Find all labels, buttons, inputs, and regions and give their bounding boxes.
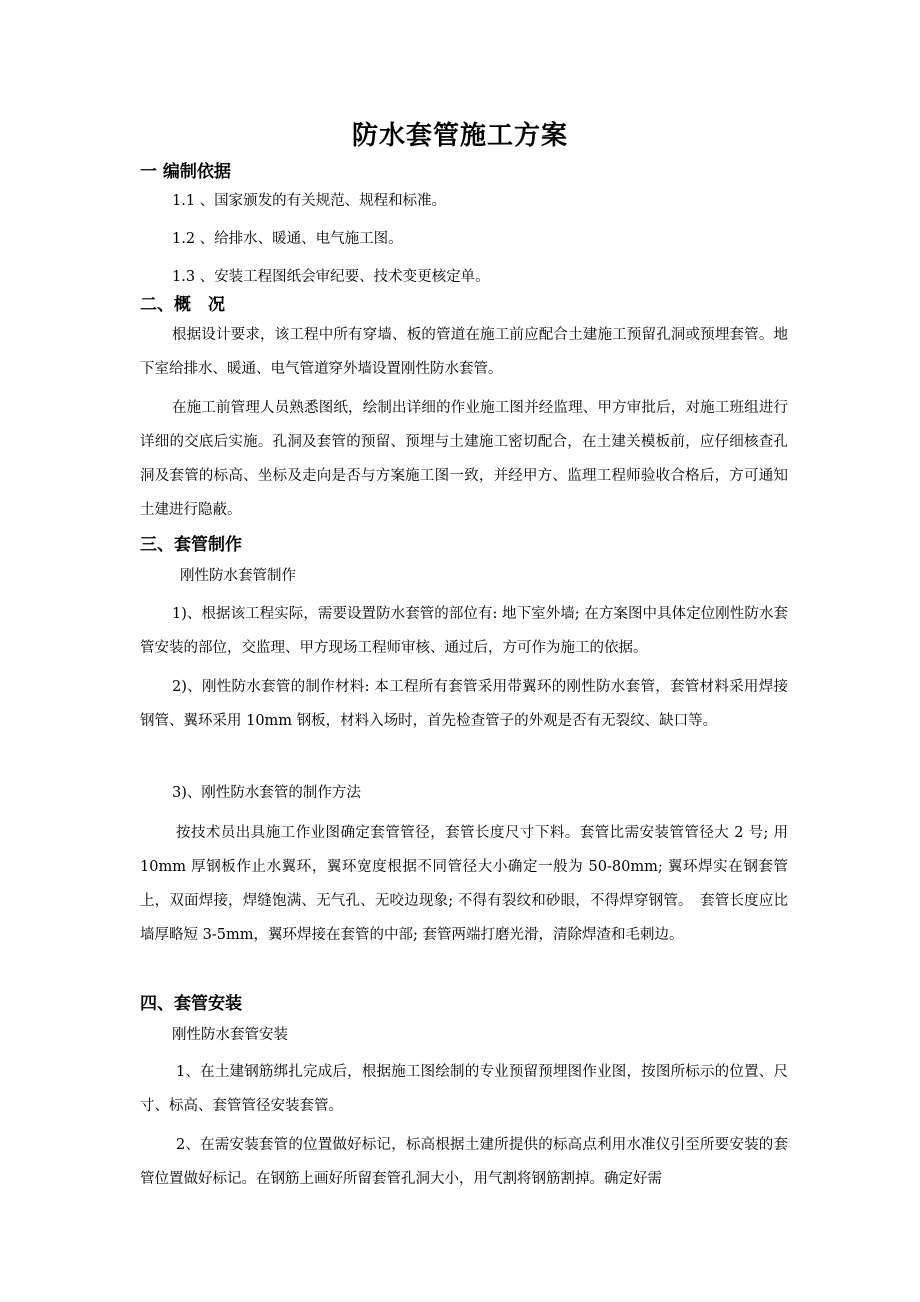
section-3-paragraph: 2)、刚性防水套管的制作材料: 本工程所有套管采用带翼环的刚性防水套管，套管材料采用焊接钢管、翼环采用 10mm 钢板，材料入场时，首先检查管子的外观是否有无裂纹、缺口等。 [140,679,788,729]
section-3-subheading: 刚性防水套管制作 [180,568,296,584]
section-1-heading: 一 编制依据 [140,162,231,182]
section-4-paragraph: 2、在需安装套管的位置做好标记，标高根据土建所提供的标高点利用水准仪引至所要安装的套管位置做好标记。在钢筋上画好所留套管孔洞大小，用气割将钢筋割掉。确定好需 [140,1137,788,1187]
section-1-item-3: 1.3 、安装工程图纸会审纪要、技术变更核定单。 [172,269,490,285]
section-3-paragraph: 1)、根据该工程实际，需要设置防水套管的部位有: 地下室外墙; 在方案图中具体定位刚性防水套管安装的部位，交监理、甲方现场工程师审核、通过后，方可作为施工的依据。 [140,606,788,656]
section-2-heading: 二、概 况 [140,295,225,315]
section-1-item-1: 1.1 、国家颁发的有关规范、规程和标准。 [172,193,447,209]
section-4-heading: 四、套管安装 [140,994,242,1014]
section-2-paragraph: 在施工前管理人员熟悉图纸，绘制出详细的作业施工图并经监理、甲方审批后，对施工班组进行详细的交底后实施。孔洞及套管的预留、预埋与土建施工密切配合，在土建关模板前，应仔细核查孔洞及套管的标高、坐标及走向是否与方案施工图一致，并经甲方、监理工程师验收合格后，方可通知土建进行隐蔽。 [140,400,788,518]
document-title: 防水套管施工方案 [351,121,568,151]
section-3-heading: 三、套管制作 [140,535,242,555]
section-4-paragraph: 1、在土建钢筋绑扎完成后，根据施工图绘制的专业预留预埋图作业图，按图所标示的位置、尺寸、标高、套管管径安装套管。 [140,1064,788,1114]
section-2-paragraph: 根据设计要求，该工程中所有穿墙、板的管道在施工前应配合土建施工预留孔洞或预埋套管。地下室给排水、暖通、电气管道穿外墙设置刚性防水套管。 [140,327,788,377]
section-1-item-2: 1.2 、给排水、暖通、电气施工图。 [172,231,403,247]
section-4-subheading: 刚性防水套管安装 [172,1027,288,1043]
section-3-paragraph: 3)、刚性防水套管的制作方法 [172,785,361,801]
section-3-paragraph: 按技术员出具施工作业图确定套管管径，套管长度尺寸下料。套管比需安装管管径大 2 号; 用 10mm 厚钢板作止水翼环，翼环宽度根据不同管径大小确定一般为 50-80mm; 翼环焊实在钢套管上，双面焊接，焊缝饱满、无气孔、无咬边现象; 不得有裂纹和砂眼，不得焊穿钢管。 套管长度应比墙厚略短 3-5mm，翼环焊接在套管的中部; 套管两端打磨光滑，清除焊渣和毛刺边。 [140,825,788,943]
